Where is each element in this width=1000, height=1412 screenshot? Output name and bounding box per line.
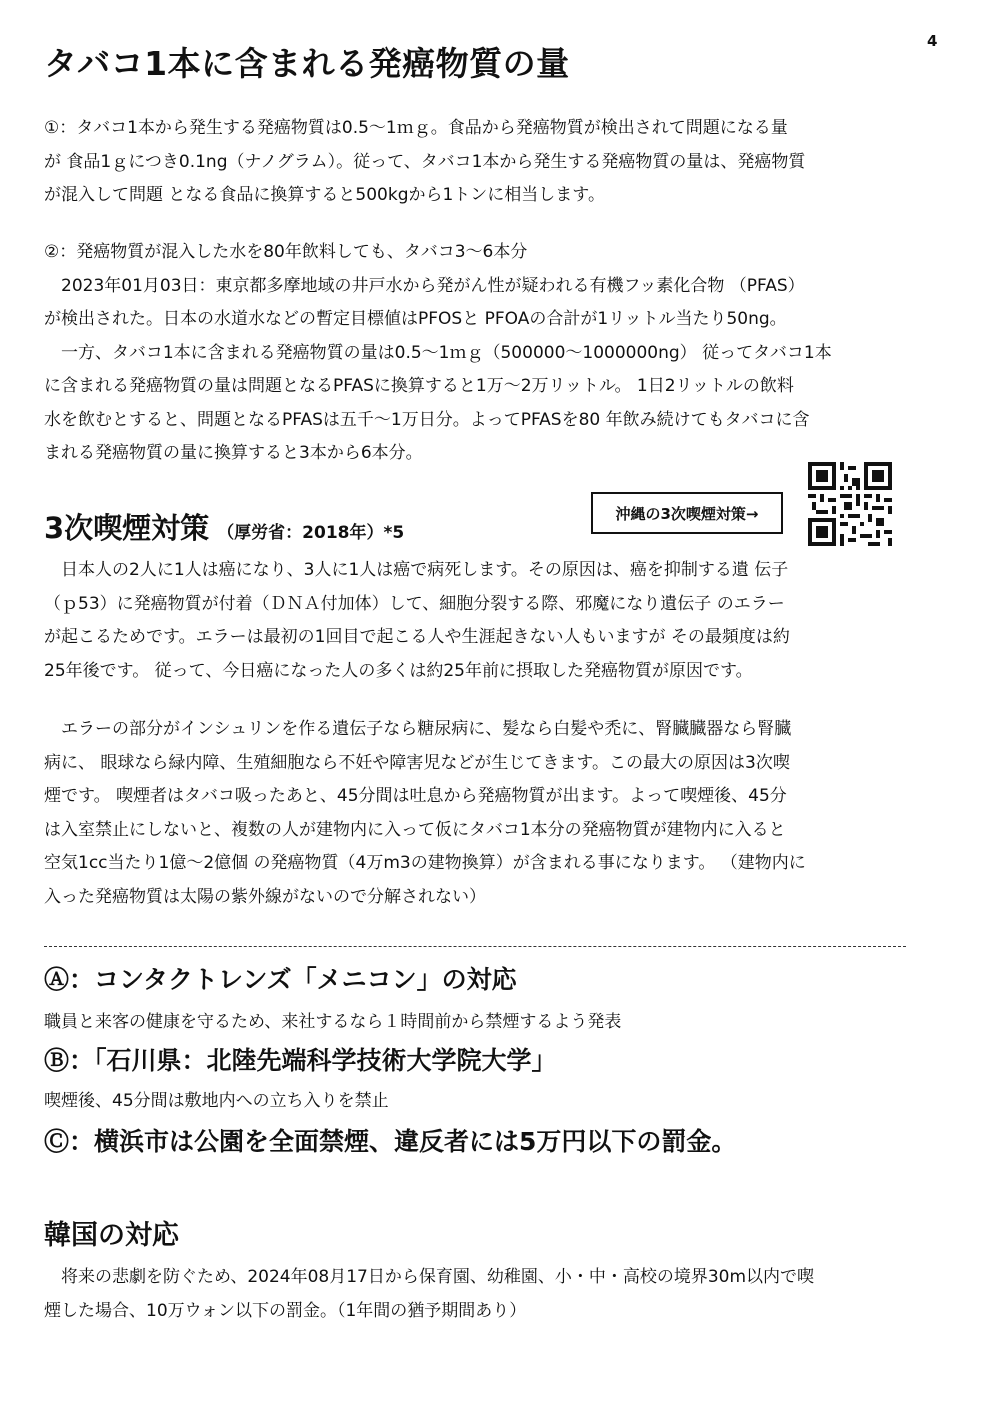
paragraph-carcinogen-amount xyxy=(44,112,944,213)
dashed-divider xyxy=(44,946,906,947)
section-title: 3次喫煙対策 xyxy=(44,511,210,545)
text-line: 入った発癌物質は太陽の紫外線がないので分解されない） xyxy=(44,886,486,907)
text-line: （ｐ53）に発癌物質が付着（ＤＮＡ付加体）して、細胞分裂する際、邪魔になり遺伝子 のエラー xyxy=(44,593,785,614)
item-b-heading: Ⓑ：「石川県：北陸先端科学技術大学院大学」 xyxy=(44,1046,557,1075)
text-line: は入室禁止にしないと、複数の人が建物内に入って仮にタバコ1本分の発癌物質が建物内に入ると xyxy=(44,819,786,840)
text-line: まれる発癌物質の量に換算すると3本から6本分。 xyxy=(44,443,423,463)
section-heading-thirdhand-smoke xyxy=(44,506,404,547)
text-line: 煙です。 喫煙者はタバコ吸ったあと、45分間は吐息から発癌物質が出ます。よって喫煙後、45分 xyxy=(44,786,787,806)
text-line: が起こるためです。エラーは最初の1回目で起こる人や生涯起きない人もいますが その最頻度は約 xyxy=(44,627,790,647)
qr-code-icon[interactable] xyxy=(808,462,892,546)
paragraph-korea-policy xyxy=(44,1261,944,1328)
item-b-body: 喫煙後、45分間は敷地内への立ち入りを禁止 xyxy=(44,1091,389,1111)
section-title-korea: 韓国の対応 xyxy=(44,1220,179,1251)
text-line: 煙した場合、10万ウォン以下の罰金。（1年間の猶予期間あり） xyxy=(44,1300,527,1321)
page-number: 4 xyxy=(927,32,938,50)
okinawa-link-box[interactable]: 沖縄の3次喫煙対策→ xyxy=(591,492,783,534)
text-line: が 食品1ｇにつき0.1ng（ナノグラム）。従って、タバコ1本から発生する発癌物質の量は、発癌物質 xyxy=(44,151,806,172)
paragraph-pfas-comparison xyxy=(44,236,944,471)
text-line: 25年後です。 従って、今日癌になった人の多くは約25年前に摂取した発癌物質が原因です。 xyxy=(44,660,753,681)
paragraph-cancer-cause xyxy=(44,554,944,688)
text-line: に含まれる発癌物質の量は問題となるPFASに換算すると1万～2万リットル。 1日2リットルの飲料 xyxy=(44,376,794,396)
page-title: タバコ1本に含まれる発癌物質の量 xyxy=(44,44,570,83)
paragraph-gene-error-effects xyxy=(44,713,944,914)
item-c-heading: Ⓒ：横浜市は公園を全面禁煙、違反者には5万円以下の罰金。 xyxy=(44,1127,737,1156)
item-a-heading: Ⓐ：コンタクトレンズ「メニコン」の対応 xyxy=(44,965,517,994)
text-line: 将来の悲劇を防ぐため、2024年08月17日から保育園、幼稚園、小・中・高校の境界30m以内で喫 xyxy=(44,1267,815,1287)
text-line: 病に、 眼球なら緑内障、生殖細胞なら不妊や障害児などが生じてきます。この最大の原因は3次喫 xyxy=(44,752,790,773)
text-line: 日本人の2人に1人は癌になり、3人に1人は癌で病死します。その原因は、癌を抑制する遺 伝子 xyxy=(44,560,789,580)
text-line: 水を飲むとすると、問題となるPFASは五千～1万日分。よってPFASを80 年飲み続けてもタバコに含 xyxy=(44,409,810,430)
text-line: ②：発癌物質が混入した水を80年飲料しても、タバコ3～6本分 xyxy=(44,242,528,262)
item-a-body: 職員と来客の健康を守るため、来社するなら１時間前から禁煙するよう発表 xyxy=(44,1012,622,1032)
text-line: 2023年01月03日：東京都多摩地域の井戸水から発がん性が疑われる有機フッ素化合物 （PFAS） xyxy=(44,275,805,296)
section-subtitle: （厚労省：2018年）*5 xyxy=(217,523,405,543)
text-line: 一方、タバコ1本に含まれる発癌物質の量は0.5～1ｍｇ（500000～1000000ng） 従ってタバコ1本 xyxy=(44,342,832,363)
text-line: 空気1cc当たり1億～2億個 の発癌物質（4万m3の建物換算）が含まれる事になります。 （建物内に xyxy=(44,853,806,873)
text-line: が混入して問題 となる食品に換算すると500kgから1トンに相当します。 xyxy=(44,185,605,205)
text-line: エラーの部分がインシュリンを作る遺伝子なら糖尿病に、髪なら白髪や禿に、腎臓臓器なら腎臓 xyxy=(44,719,792,739)
text-line: が検出された。日本の水道水などの暫定目標値はPFOSと PFOAの合計が1リットル当たり50ng。 xyxy=(44,309,787,329)
text-line: ①：タバコ1本から発生する発癌物質は0.5～1ｍｇ。食品から発癌物質が検出されて問題になる量 xyxy=(44,118,788,138)
